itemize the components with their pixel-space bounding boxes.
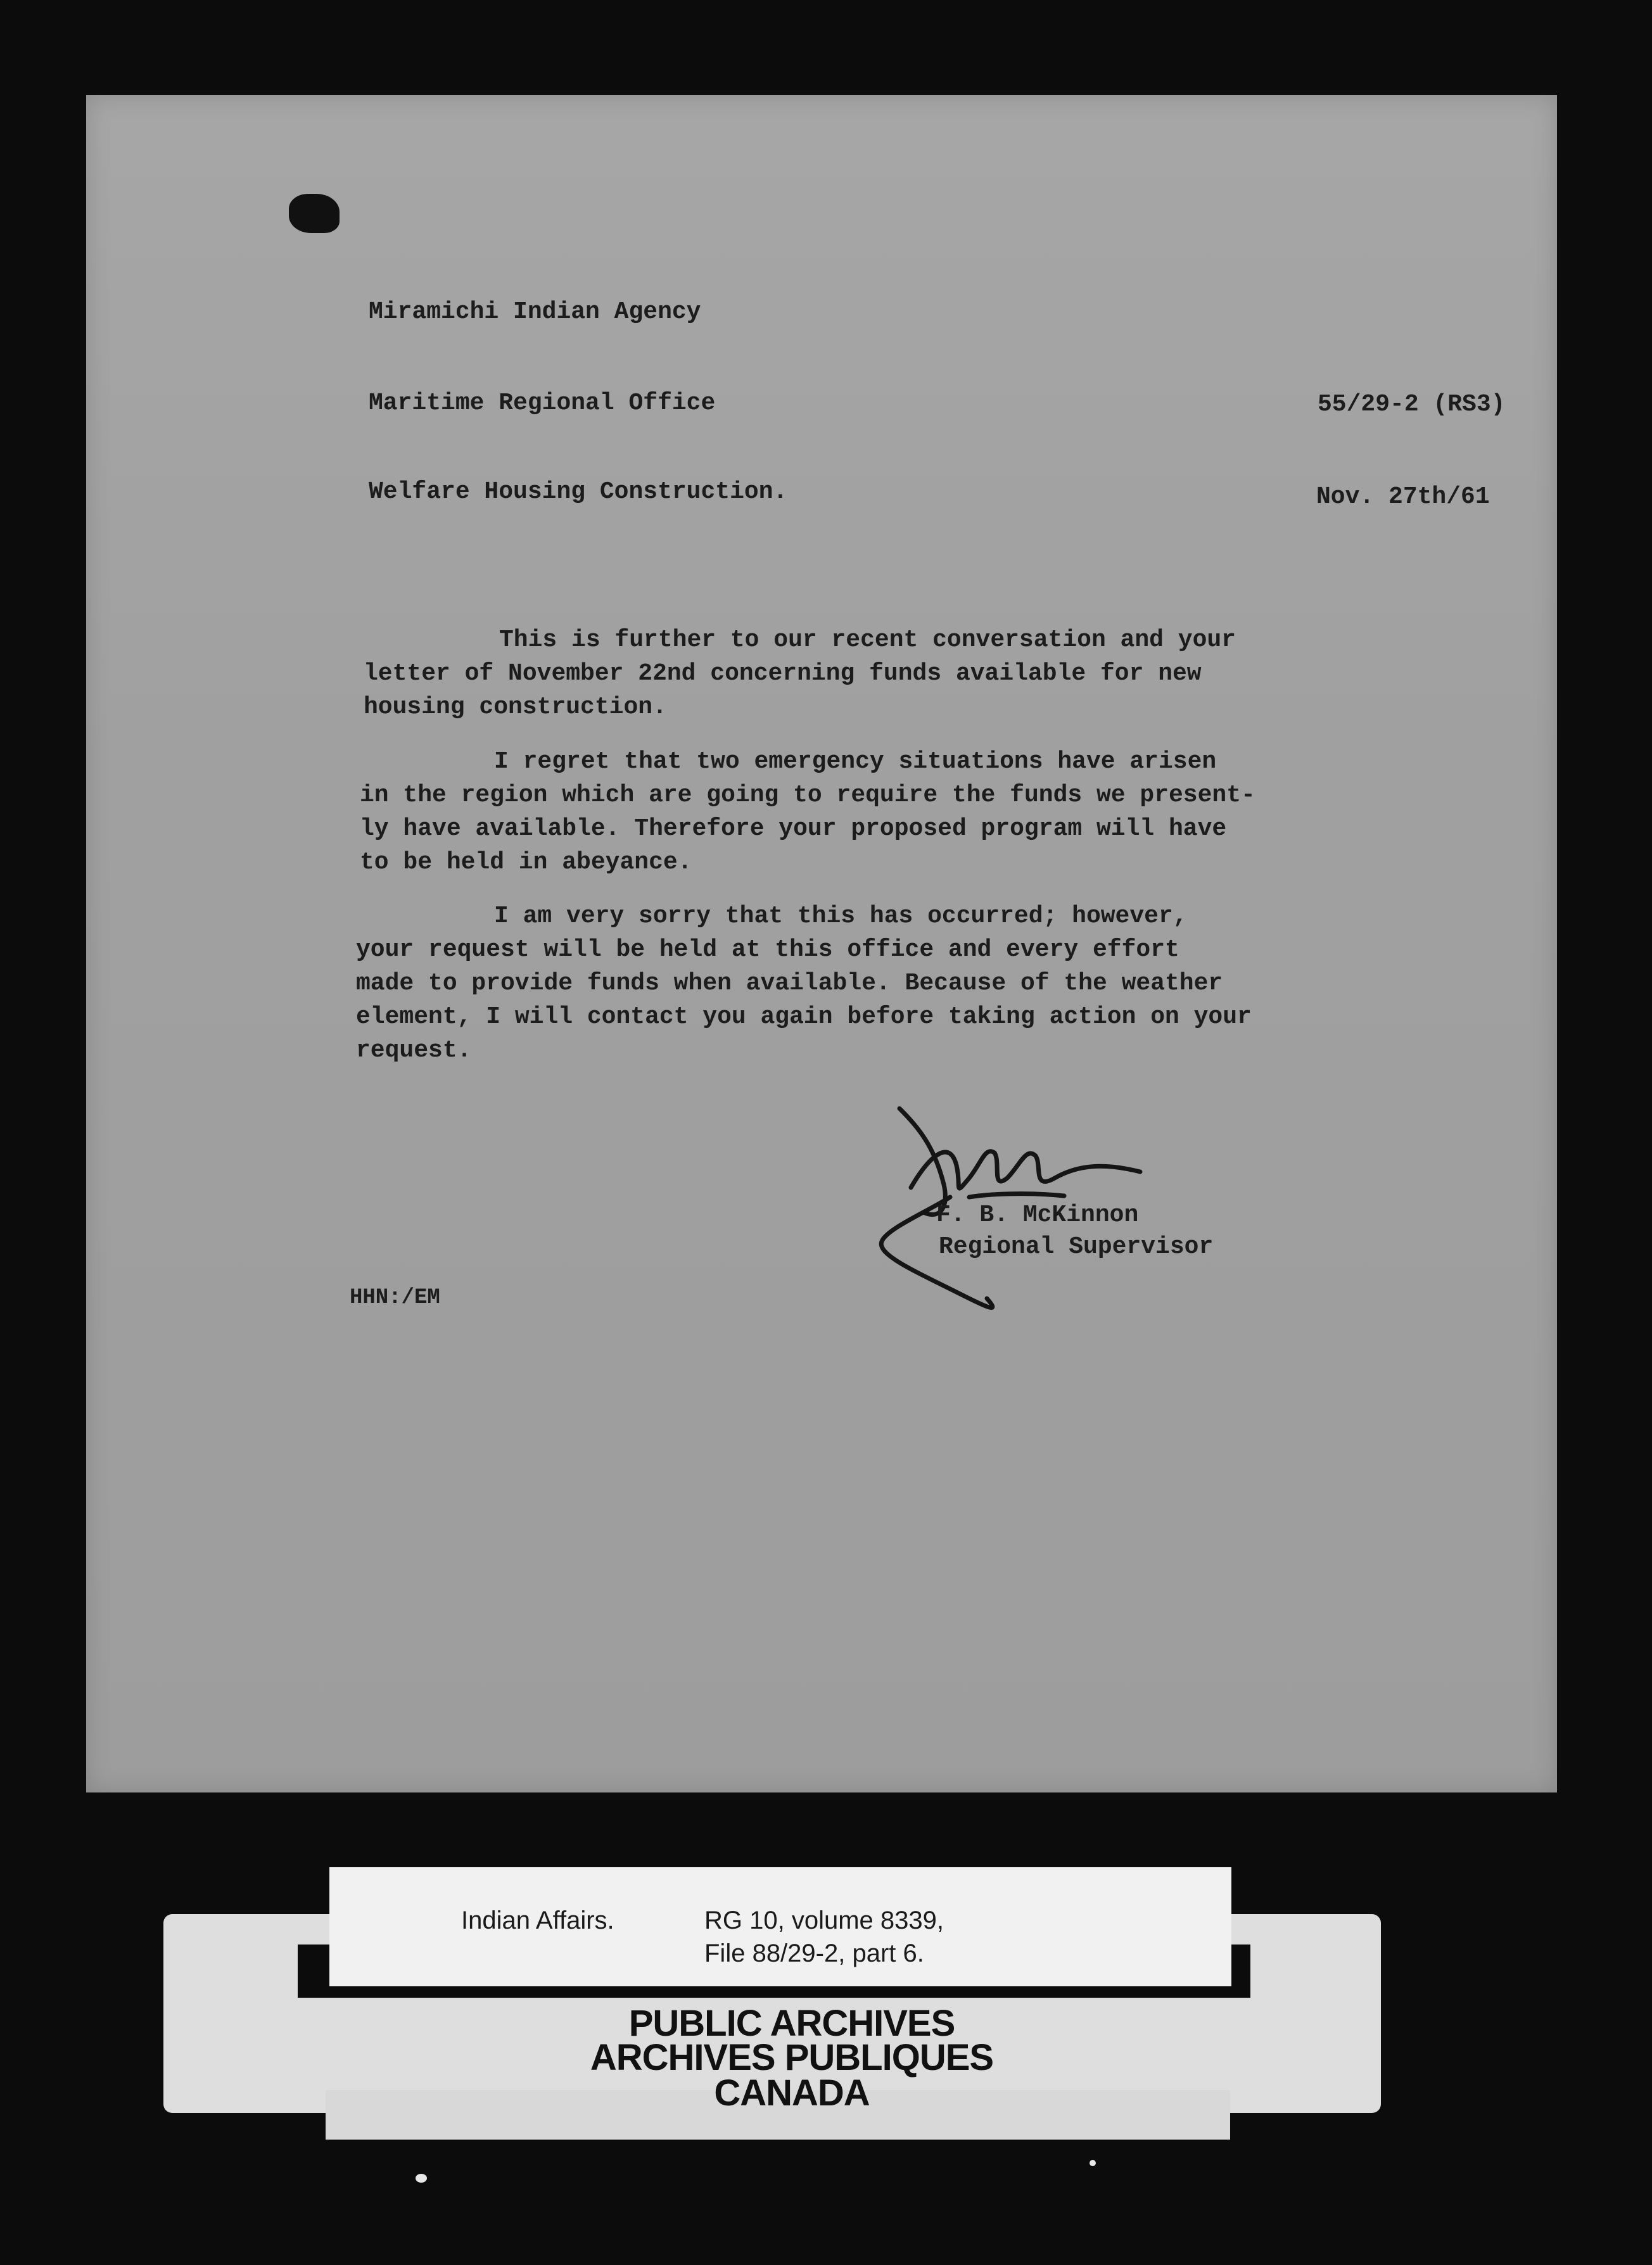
body-paragraph-2 xyxy=(360,745,1335,879)
paragraph-3-line: made to provide funds when available. Because of the weather xyxy=(356,970,1223,997)
body-paragraph-3 xyxy=(356,899,1331,1067)
punch-hole-mark xyxy=(289,194,340,233)
film-speck xyxy=(1090,2160,1096,2166)
film-speck xyxy=(416,2174,427,2183)
to-line: Maritime Regional Office xyxy=(369,390,716,417)
paragraph-3-line: request. xyxy=(356,1037,472,1064)
archives-stamp-line-1: PUBLIC ARCHIVES xyxy=(628,2003,955,2044)
body-paragraph-1 xyxy=(364,623,1339,724)
signatory-title: Regional Supervisor xyxy=(939,1233,1214,1260)
paragraph-1-line: letter of November 22nd concerning funds available for new xyxy=(364,660,1202,687)
paragraph-3-line: your request will be held at this office and every effort xyxy=(356,936,1179,963)
file-reference: 55/29-2 (RS3) xyxy=(1318,391,1506,418)
typist-initials: HHN:/EM xyxy=(350,1286,440,1310)
archives-stamp-line-2: ARCHIVES PUBLIQUES xyxy=(590,2037,994,2078)
paragraph-2-line: ly have available. Therefore your proposed program will have xyxy=(360,815,1227,842)
paragraph-3-line: I am very sorry that this has occurred; however, xyxy=(494,903,1188,930)
paragraph-2-line: in the region which are going to require the funds we present- xyxy=(360,782,1255,809)
letter-date: Nov. 27th/61 xyxy=(1316,483,1490,511)
paragraph-2-line: to be held in abeyance. xyxy=(360,849,692,876)
paragraph-1-line: housing construction. xyxy=(364,694,667,721)
signatory-name: F. B. McKinnon xyxy=(936,1202,1139,1229)
from-line: Miramichi Indian Agency xyxy=(369,298,701,326)
archive-reference-line-1: RG 10, volume 8339, xyxy=(704,1907,944,1934)
paragraph-3-line: element, I will contact you again before taking action on your xyxy=(356,1003,1252,1031)
subject-line: Welfare Housing Construction. xyxy=(369,478,788,505)
archive-collection: Indian Affairs. xyxy=(461,1907,614,1934)
archive-reference-line-2: File 88/29-2, part 6. xyxy=(704,1939,924,1967)
archives-stamp-line-3: CANADA xyxy=(714,2072,870,2114)
paragraph-1-line: This is further to our recent conversation and your xyxy=(499,626,1236,654)
paragraph-2-line: I regret that two emergency situations have arisen xyxy=(494,748,1217,775)
